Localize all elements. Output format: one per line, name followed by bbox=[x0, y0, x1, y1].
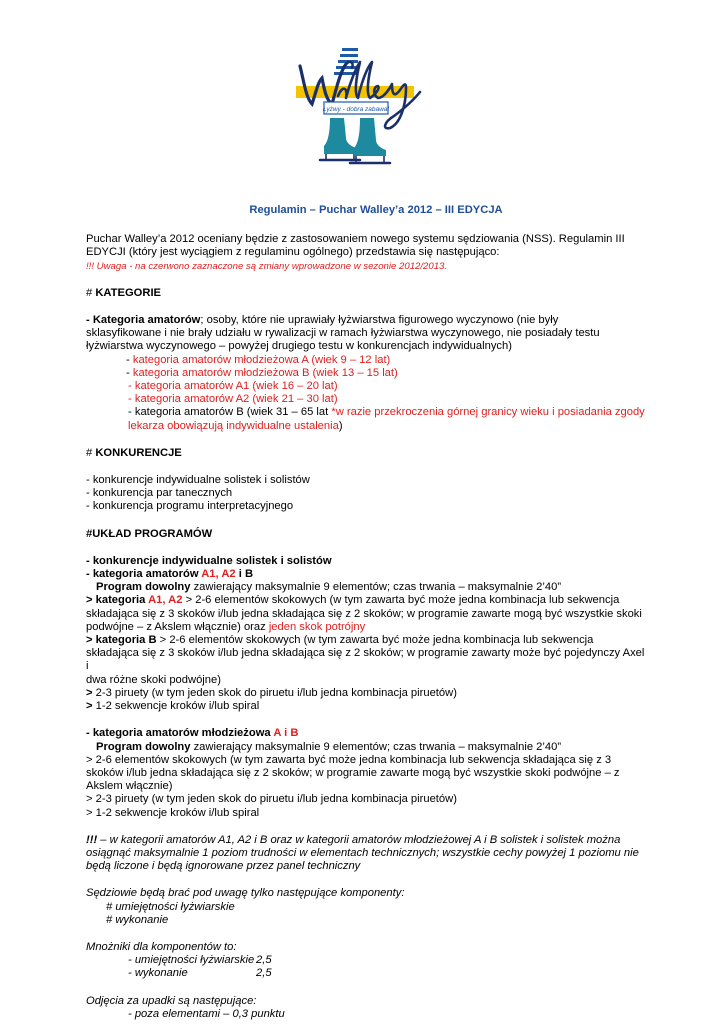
category-item-b bbox=[86, 406, 646, 419]
section-konkurencje bbox=[86, 447, 646, 460]
falls-item: - poza elementami – 0,3 punktu bbox=[128, 1007, 285, 1020]
category-item: - kategoria amatorów młodzieżowa B (wiek 13 – 15 lat) bbox=[126, 366, 398, 379]
steps-text: 1-2 sekwencje kroków i/lub spiral bbox=[92, 700, 260, 713]
hash-mark: # bbox=[86, 286, 93, 299]
component-item: # umiejętności łyżwiarskie bbox=[106, 900, 235, 913]
note-text: – w kategorii amatorów A1, A2 i B oraz w kategorii amatorów młodzieżowej A i B solistek i solistek można bbox=[97, 833, 621, 846]
a1a2-line-1 bbox=[86, 594, 646, 607]
walley-logo bbox=[290, 42, 426, 174]
gt-mark: > bbox=[86, 686, 93, 699]
page-title: Regulamin – Puchar Walley’a 2012 – III EDYCJA bbox=[249, 204, 503, 216]
multiplier-row bbox=[86, 967, 646, 980]
section-kategorie bbox=[86, 287, 646, 300]
intro-change-note: !!! Uwaga - na czerwono zaznaczone są zmiany wprowadzone w sezonie 2012/2013. bbox=[86, 260, 448, 272]
subsection-individual: - konkurencje indywidualne solistek i solistów bbox=[86, 554, 332, 567]
gt-mark: > bbox=[86, 700, 93, 713]
program-label: Program dowolny bbox=[96, 740, 191, 753]
section-uklad: #UKŁAD PROGRAMÓW bbox=[86, 527, 213, 540]
category-label: kategoria amatorów A2 (wiek 21 – 30 lat) bbox=[134, 393, 338, 406]
b-line-2: składająca się z 3 skoków i/lub jedna składająca się z 2 skoków; w programie zawarty może być pojedynczy Axel i bbox=[86, 647, 645, 673]
list-item: - konkurencje indywidualne solistek i solistów bbox=[86, 474, 310, 487]
youth-label: - kategoria amatorów młodzieżowa bbox=[86, 727, 274, 740]
conjunction: i bbox=[235, 568, 245, 581]
a1a2-codes: A1, A2 bbox=[148, 594, 183, 607]
subsection-category bbox=[86, 568, 646, 581]
logo-tagline: Łyżwy - dobra zabawa! bbox=[322, 106, 390, 113]
category-item-b-cont bbox=[86, 420, 646, 433]
triple-jump-note: jeden skok potrójny bbox=[268, 620, 366, 633]
multipliers-title: Mnożniki dla komponentów to: bbox=[86, 940, 237, 953]
subsection-youth bbox=[86, 727, 646, 740]
walley-logo-graphic bbox=[290, 42, 426, 174]
note-line-3: będą liczone i będą ignorowane przez panel techniczny bbox=[86, 860, 361, 873]
amatorzy-label: - Kategoria amatorów bbox=[86, 314, 201, 327]
youth-line-5: > 1-2 sekwencje kroków i/lub spiral bbox=[86, 806, 260, 819]
category-b-age-note: *w razie przekroczenia górnej granicy wieku i posiadania zgody bbox=[331, 406, 645, 419]
category-item: - kategoria amatorów A1 (wiek 16 – 20 lat) bbox=[128, 380, 338, 393]
category-item: - kategoria amatorów młodzieżowa A (wiek 9 – 12 lat) bbox=[126, 353, 391, 366]
amatorzy-definition-line-1 bbox=[86, 314, 646, 327]
category-code-b: B bbox=[244, 568, 254, 581]
youth-line-4: > 2-3 piruety (w tym jeden skok do piruetu i/lub jedna kombinacja piruetów) bbox=[86, 793, 457, 806]
multiplier-row bbox=[86, 954, 646, 967]
amatorzy-text: ; osoby, które nie uprawiały łyżwiarstwa figurowego wyczynowo (nie były bbox=[200, 314, 559, 327]
amatorzy-definition-line-3: łyżwiarstwa wyczynowego – powyżej drugiego testu w konkurencjach indywidualnych) bbox=[86, 340, 512, 353]
b-text: > 2-6 elementów skokowych (w tym zawarta być może jedna kombinacja lub sekwencja bbox=[156, 634, 594, 647]
close-paren: ) bbox=[338, 419, 343, 432]
steps-line bbox=[86, 700, 646, 713]
multiplier-value: 2,5 bbox=[256, 967, 272, 980]
amatorzy-definition-line-2: sklasyfikowane i nie brały udziału w rywalizacji w ramach łyżwiarstwa wyczynowego, nie posiadały testu bbox=[86, 327, 600, 340]
a1a2-line-3 bbox=[86, 621, 646, 634]
b-line-1 bbox=[86, 634, 646, 647]
a1a2-prefix: > kategoria bbox=[86, 594, 149, 607]
intro-line-1: Puchar Walley’a 2012 oceniany będzie z zastosowaniem nowego systemu sędziowania (NSS). Regulamin III bbox=[86, 233, 625, 246]
list-item: - konkurencja programu interpretacyjnego bbox=[86, 500, 294, 513]
note-line-2: osiągnąć maksymalnie 1 poziom trudności w elementach technicznych; wszystkie cechy powyżej 1 poziomu nie bbox=[86, 846, 639, 859]
intro-line-2: EDYCJI (który jest wyciągiem z regulaminu ogólnego) przedstawia się następująco: bbox=[86, 246, 500, 259]
falls-title: Odjęcia za upadki są następujące: bbox=[86, 994, 257, 1007]
category-item: - kategoria amatorów A2 (wiek 21 – 30 lat) bbox=[128, 393, 338, 406]
section-heading: KONKURENCJE bbox=[95, 446, 182, 459]
program-text: zawierający maksymalnie 9 elementów; czas trwania – maksymalnie 2’40” bbox=[190, 740, 562, 753]
b-line-3: dwa różne skoki podwójne) bbox=[86, 673, 221, 686]
category-label: kategoria amatorów młodzieżowa B (wiek 13 – 15 lat) bbox=[132, 366, 398, 379]
category-codes: A1, A2 bbox=[201, 568, 236, 581]
a1a2-text: podwójne – z Akslem włącznie) oraz bbox=[86, 620, 269, 633]
youth-line-3: Akslem włącznie) bbox=[86, 780, 173, 793]
youth-program-line bbox=[86, 741, 646, 754]
section-heading: KATEGORIE bbox=[95, 286, 162, 299]
youth-line-2: skoków i/lub jedna składająca się z 2 skoków; w programie zawarte mogą być wszystkie skoki podwójne – z bbox=[86, 766, 620, 779]
multiplier-label: - umiejętności łyżwiarskie bbox=[128, 954, 255, 967]
category-label: kategoria amatorów B (wiek 31 – 65 lat bbox=[134, 406, 332, 419]
document-content bbox=[86, 204, 646, 1021]
spins-line bbox=[86, 687, 646, 700]
judges-line: Sędziowie będą brać pod uwagę tylko następujące komponenty: bbox=[86, 887, 405, 900]
component-item: # wykonanie bbox=[106, 913, 169, 926]
list-item: - konkurencja par tanecznych bbox=[86, 487, 233, 500]
category-b-age-note-cont: lekarza obowiązują indywidualne ustalenia bbox=[128, 419, 339, 432]
category-label: kategoria amatorów młodzieżowa A (wiek 9 – 12 lat) bbox=[132, 353, 391, 366]
spins-text: 2-3 piruety (w tym jeden skok do piruetu i/lub jedna kombinacja piruetów) bbox=[92, 686, 457, 699]
a1a2-line-2: składająca się z 3 skoków i/lub jedna składająca się z 2 skoków; w programie zawarte mogą być wszystkie skoki bbox=[86, 607, 642, 620]
dash: - bbox=[128, 406, 132, 419]
logo-skates bbox=[320, 118, 390, 163]
youth-codes: A i B bbox=[273, 727, 299, 740]
exclamation-mark: !!! bbox=[86, 833, 98, 846]
youth-line-1: > 2-6 elementów skokowych (w tym zawarta być może jedna kombinacja lub sekwencja składająca się z 3 bbox=[86, 753, 612, 766]
program-line bbox=[86, 581, 646, 594]
program-text: zawierający maksymalnie 9 elementów; czas trwania – maksymalnie 2’40” bbox=[190, 581, 562, 594]
multiplier-label: - wykonanie bbox=[128, 967, 188, 980]
b-label: > kategoria B bbox=[86, 634, 157, 647]
note-line-1 bbox=[86, 834, 646, 847]
category-label: - kategoria amatorów bbox=[86, 568, 202, 581]
a1a2-text: > 2-6 elementów skokowych (w tym zawarta być może jedna kombinacja lub sekwencja bbox=[182, 594, 620, 607]
hash-mark: # bbox=[86, 446, 93, 459]
program-label: Program dowolny bbox=[96, 581, 191, 594]
category-label: kategoria amatorów A1 (wiek 16 – 20 lat) bbox=[134, 380, 338, 393]
multiplier-value: 2,5 bbox=[256, 954, 272, 967]
